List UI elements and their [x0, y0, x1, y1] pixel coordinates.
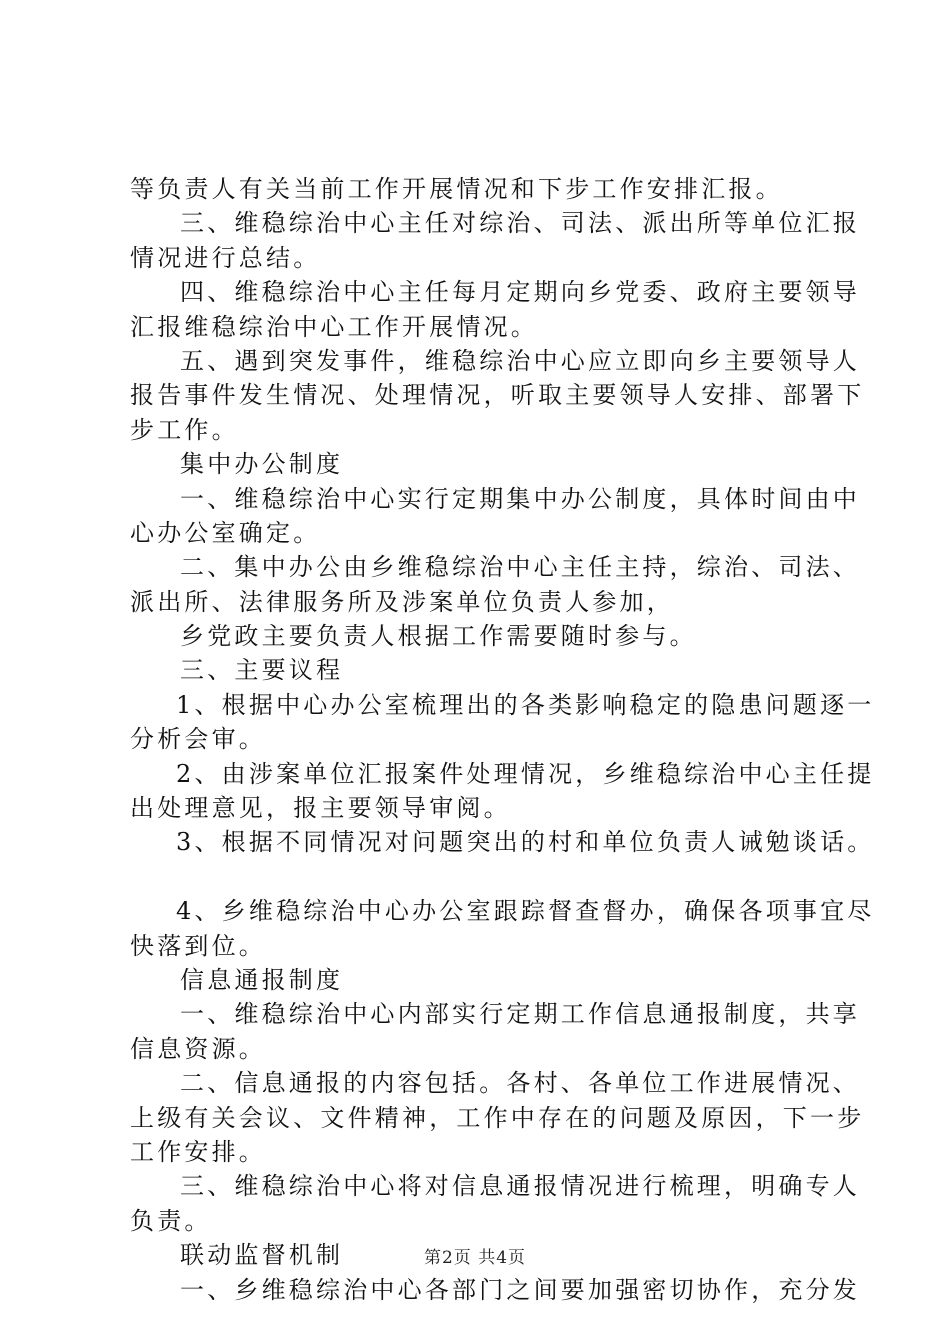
text-line: 二、集中办公由乡维稳综治中心主任主持，综治、司法、 [180, 553, 860, 582]
text-line: 一、维稳综治中心内部实行定期工作信息通报制度，共享 [180, 1000, 860, 1029]
text-line: 4、乡维稳综治中心办公室跟踪督查督办，确保各项事宜尽 [176, 897, 875, 926]
text-line: 一、乡维稳综治中心各部门之间要加强密切协作，充分发 [180, 1275, 860, 1304]
text-line: 快落到位。 [130, 931, 266, 960]
text-line: 等负责人有关当前工作开展情况和下步工作安排汇报。 [130, 175, 783, 203]
text-line: 派出所、法律服务所及涉案单位负责人参加， [130, 587, 674, 616]
text-line: 情况进行总结。 [130, 243, 321, 272]
text-line: 2、由涉案单位汇报案件处理情况，乡维稳综治中心主任提 [176, 759, 875, 788]
text-line: 出处理意见，报主要领导审阅。 [130, 794, 511, 823]
text-line: 上级有关会议、文件精神，工作中存在的问题及原因，下一步 [130, 1103, 865, 1132]
text-line: 四、维稳综治中心主任每月定期向乡党委、政府主要领导 [180, 278, 860, 307]
text-line: 报告事件发生情况、处理情况，听取主要领导人安排、部署下 [130, 381, 865, 410]
text-line: 汇报维稳综治中心工作开展情况。 [130, 312, 538, 341]
text-line: 三、维稳综治中心将对信息通报情况进行梳理，明确专人 [180, 1172, 860, 1201]
text-line: 三、维稳综治中心主任对综治、司法、派出所等单位汇报 [180, 209, 860, 238]
text-line: 乡党政主要负责人根据工作需要随时参与。 [180, 622, 697, 651]
text-line: 3、根据不同情况对问题突出的村和单位负责人诫勉谈话。 [176, 828, 875, 857]
text-line: 二、信息通报的内容包括。各村、各单位工作进展情况、 [180, 1069, 860, 1098]
text-line: 1、根据中心办公室梳理出的各类影响稳定的隐患问题逐一 [176, 690, 875, 719]
section-heading: 信息通报制度 [180, 965, 344, 994]
document-body [130, 172, 875, 1307]
text-line: 五、遇到突发事件，维稳综治中心应立即向乡主要领导人 [180, 346, 860, 375]
text-line: 心办公室确定。 [130, 518, 321, 547]
text-line: 步工作。 [130, 415, 239, 444]
text-line: 负责。 [130, 1206, 212, 1235]
text-line: 工作安排。 [130, 1137, 266, 1166]
page-footer: 第2页 共4页 [423, 1248, 527, 1268]
text-line: 三、主要议程 [180, 656, 344, 685]
section-heading: 集中办公制度 [180, 450, 344, 479]
blank-line [130, 860, 834, 894]
text-line: 信息资源。 [130, 1034, 266, 1063]
text-line: 一、维稳综治中心实行定期集中办公制度，具体时间由中 [180, 484, 860, 513]
section-heading: 联动监督机制 [180, 1241, 344, 1270]
text-line: 分析会审。 [130, 725, 266, 754]
